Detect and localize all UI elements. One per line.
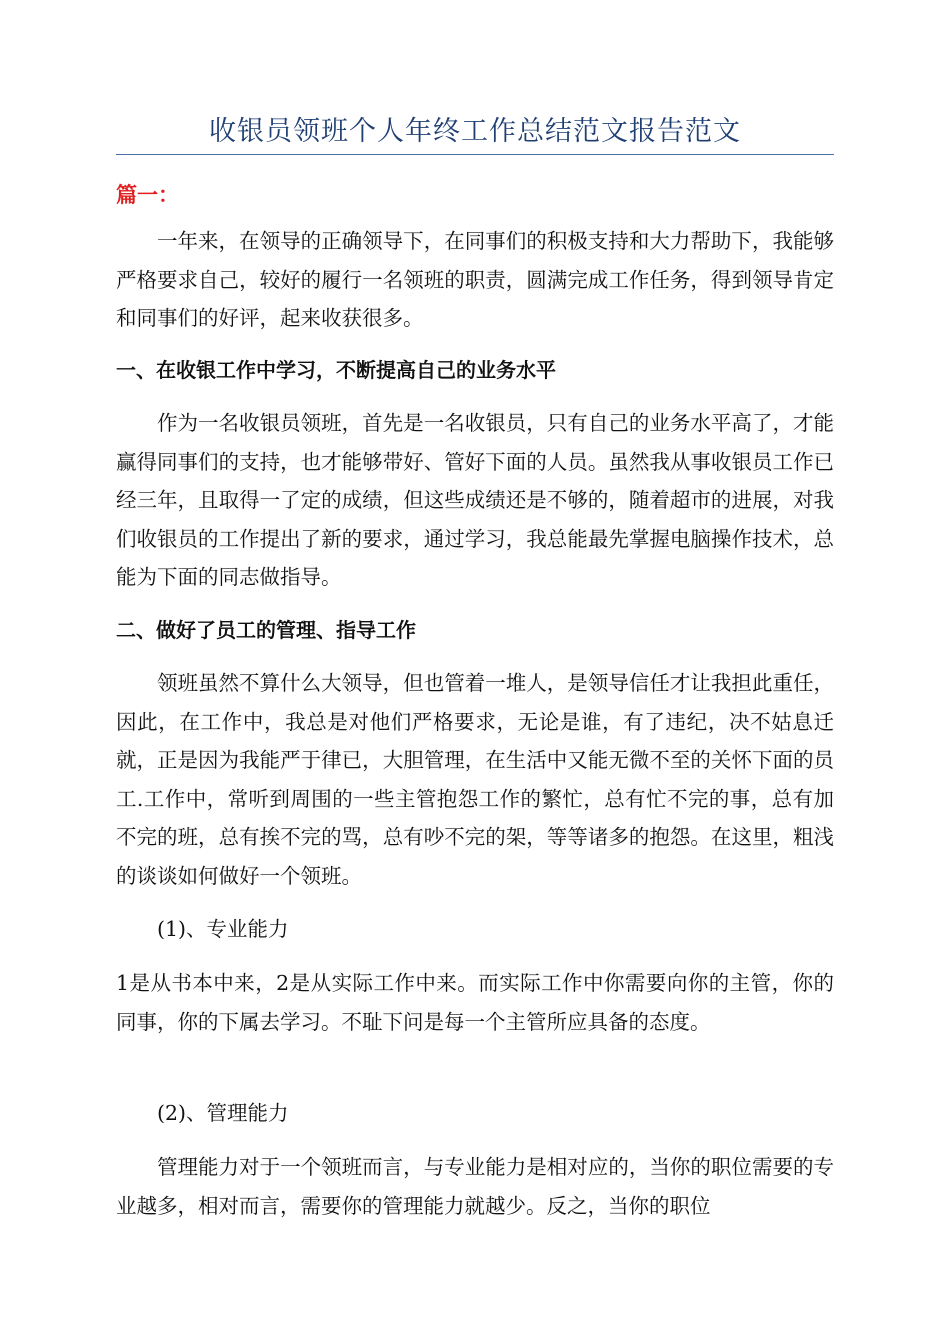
paragraph-2: 领班虽然不算什么大领导，但也管着一堆人，是领导信任才让我担此重任，因此，在工作中，我总是对他们严格要求，无论是谁，有了违纪，决不姑息迁就，正是因为我能严于律已，大胆管理，在生活中又能无微不至的关怀下面的员工.工作中，常听到周围的一些主管抱怨工作的繁忙，总有忙不完的事，总有加不完的班，总有挨不完的骂，总有吵不完的架，等等诸多的抱怨。在这里，粗浅的谈谈如何做好一个领班。	[116, 671, 834, 888]
paragraph-4: 管理能力对于一个领班而言，与专业能力是相对应的，当你的职位需要的专业越多，相对而言，需要你的管理能力就越少。反之，当你的职位	[116, 1155, 834, 1218]
heading-2: 二、做好了员工的管理、指导工作	[116, 618, 416, 642]
paragraph-3: 1是从书本中来，2是从实际工作中来。而实际工作中你需要向你的主管，你的同事，你的下属去学习。不耻下问是每一个主管所应具备的态度。	[116, 971, 834, 1034]
subheading-1: (1)、专业能力	[157, 917, 289, 941]
document-title: 收银员领班个人年终工作总结范文报告范文	[209, 116, 741, 147]
subheading-2: (2)、管理能力	[157, 1101, 289, 1125]
title-underline	[116, 154, 834, 155]
intro-paragraph: 一年来，在领导的正确领导下，在同事们的积极支持和大力帮助下，我能够严格要求自己，较好的履行一名领班的职责，圆满完成工作任务，得到领导肯定和同事们的好评，起来收获很多。	[116, 229, 834, 330]
section-label: 篇一：	[116, 183, 179, 207]
heading-1: 一、在收银工作中学习，不断提高自己的业务水平	[116, 358, 556, 382]
paragraph-1: 作为一名收银员领班，首先是一名收银员，只有自己的业务水平高了，才能赢得同事们的支持，也才能够带好、管好下面的人员。虽然我从事收银员工作已经三年，且取得一了定的成绩，但这些成绩还是不够的，随着超市的进展，对我们收银员的工作提出了新的要求，通过学习，我总能最先掌握电脑操作技术，总能为下面的同志做指导。	[116, 411, 834, 589]
